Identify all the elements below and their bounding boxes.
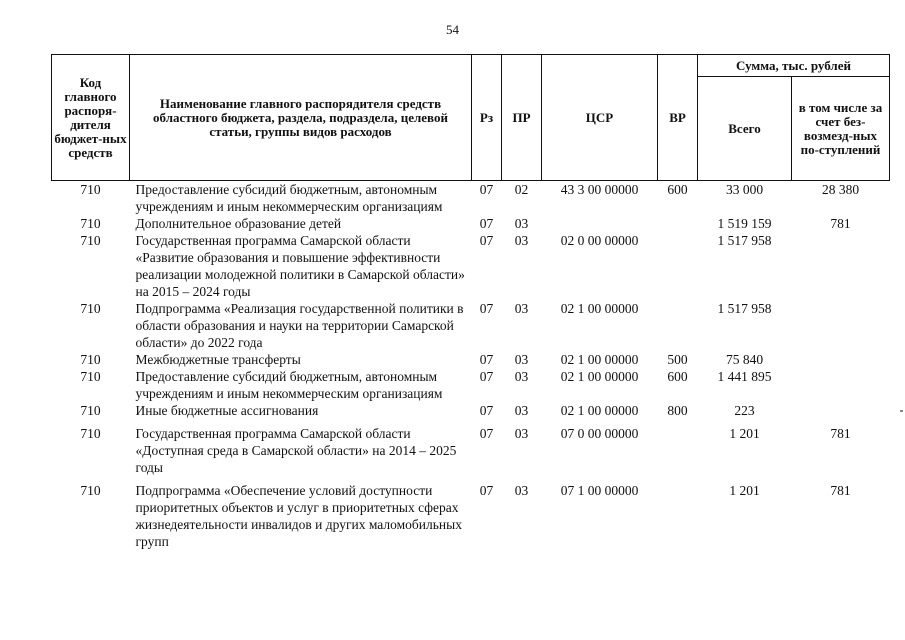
cell-csr: 43 3 00 00000 xyxy=(560,182,639,197)
cell-vsego: 1 517 958 xyxy=(717,301,772,316)
cell-pr: 03 xyxy=(514,216,529,231)
cell-vsego: 1 441 895 xyxy=(717,369,772,384)
cell-bezvozm xyxy=(792,368,890,402)
table-row xyxy=(52,215,890,232)
cell-csr: 07 1 00 00000 xyxy=(560,483,639,498)
cell-name: Подпрограмма «Реализация государственной политики в области образования и науки на территории Самарской области» до 2022 года xyxy=(135,301,464,350)
cell-csr: 02 0 00 00000 xyxy=(560,233,639,248)
cell-name: Межбюджетные трансферты xyxy=(135,352,301,367)
cell-kod: 710 xyxy=(80,352,101,367)
cell-kod: 710 xyxy=(80,301,101,316)
cell-pr: 03 xyxy=(514,301,529,316)
cell-pr: 03 xyxy=(514,352,529,367)
header-rz: Рз xyxy=(472,55,502,181)
cell-kod: 710 xyxy=(80,216,101,231)
cell-vsego: 33 000 xyxy=(725,182,764,197)
cell-csr xyxy=(542,215,658,232)
cell-pr: 03 xyxy=(514,426,529,441)
cell-name: Дополнительное образование детей xyxy=(135,216,342,231)
cell-name: Предоставление субсидий бюджетным, автономным учреждениям и иным некоммерческим организациям xyxy=(135,369,443,401)
table-row xyxy=(52,368,890,402)
cell-pr: 03 xyxy=(514,403,529,418)
header-vr: ВР xyxy=(658,55,698,181)
header-vsego: Всего xyxy=(698,77,792,181)
cell-bezvozm xyxy=(792,300,890,351)
header-csr: ЦСР xyxy=(542,55,658,181)
cell-csr: 07 0 00 00000 xyxy=(560,426,639,441)
cell-rz: 07 xyxy=(479,426,494,441)
cell-rz: 07 xyxy=(479,403,494,418)
cell-vsego: 1 201 xyxy=(729,483,760,498)
cell-vr xyxy=(658,476,698,550)
cell-vsego: 223 xyxy=(734,403,755,418)
header-summa: Сумма, тыс. рублей xyxy=(698,55,890,77)
table-body xyxy=(52,181,890,551)
cell-bezvozm xyxy=(792,232,890,300)
cell-vsego: 75 840 xyxy=(725,352,764,367)
cell-name: Предоставление субсидий бюджетным, автономным учреждениям и иным некоммерческим организациям xyxy=(135,182,443,214)
cell-name: Государственная программа Самарской области «Развитие образования и повышение эффективности реализации молодежной политики в Самарской области» на 2015 – 2024 годы xyxy=(135,233,465,299)
cell-rz: 07 xyxy=(479,182,494,197)
table-row xyxy=(52,419,890,476)
cell-bezvozm: 781 xyxy=(830,483,851,498)
cell-vr: 800 xyxy=(667,403,688,418)
cell-bezvozm: 28 380 xyxy=(821,182,860,197)
cell-vr: 500 xyxy=(667,352,688,367)
cell-vr xyxy=(658,300,698,351)
header-bezvozm: в том числе за счет без-возмезд-ных по-ступлений xyxy=(792,77,890,181)
cell-kod: 710 xyxy=(80,426,101,441)
cell-pr: 03 xyxy=(514,369,529,384)
cell-bezvozm: 781 xyxy=(830,426,851,441)
table-row xyxy=(52,351,890,368)
cell-pr: 02 xyxy=(514,182,529,197)
cell-vr xyxy=(658,232,698,300)
cell-vsego: 1 201 xyxy=(729,426,760,441)
table-row xyxy=(52,232,890,300)
header-pr: ПР xyxy=(502,55,542,181)
cell-kod: 710 xyxy=(80,483,101,498)
cell-vsego: 1 517 958 xyxy=(717,233,772,248)
cell-csr: 02 1 00 00000 xyxy=(560,352,639,367)
cell-bezvozm xyxy=(792,402,890,419)
cell-name: Подпрограмма «Обеспечение условий доступности приоритетных объектов и услуг в приоритетных сферах жизнедеятельности инвалидов и других маломобильных групп xyxy=(135,483,462,549)
cell-bezvozm: 781 xyxy=(830,216,851,231)
cell-rz: 07 xyxy=(479,233,494,248)
cell-kod: 710 xyxy=(80,403,101,418)
cell-vr xyxy=(658,215,698,232)
table-row xyxy=(52,300,890,351)
cell-pr: 03 xyxy=(514,483,529,498)
budget-table xyxy=(51,54,890,550)
cell-vsego: 1 519 159 xyxy=(717,216,772,231)
cell-rz: 07 xyxy=(479,352,494,367)
cell-kod: 710 xyxy=(80,182,101,197)
scan-mark xyxy=(900,410,903,412)
cell-vr: 600 xyxy=(667,369,688,384)
cell-name: Иные бюджетные ассигнования xyxy=(135,403,319,418)
cell-vr xyxy=(658,419,698,476)
cell-csr: 02 1 00 00000 xyxy=(560,301,639,316)
cell-rz: 07 xyxy=(479,483,494,498)
cell-kod: 710 xyxy=(80,233,101,248)
cell-rz: 07 xyxy=(479,216,494,231)
cell-pr: 03 xyxy=(514,233,529,248)
cell-kod: 710 xyxy=(80,369,101,384)
cell-vr: 600 xyxy=(667,182,688,197)
page-number: 54 xyxy=(446,22,459,37)
table-row xyxy=(52,402,890,419)
header-kod: Код главного распоря-дителя бюджет-ных средств xyxy=(52,55,130,181)
table-row xyxy=(52,476,890,550)
cell-rz: 07 xyxy=(479,369,494,384)
header-name: Наименование главного распорядителя средств областного бюджета, раздела, подраздела, целевой статьи, группы видов расходов xyxy=(130,55,472,181)
table-row xyxy=(52,181,890,216)
cell-csr: 02 1 00 00000 xyxy=(560,403,639,418)
cell-csr: 02 1 00 00000 xyxy=(560,369,639,384)
cell-name: Государственная программа Самарской области «Доступная среда в Самарской области» на 2014 – 2025 годы xyxy=(135,426,457,475)
cell-bezvozm xyxy=(792,351,890,368)
cell-rz: 07 xyxy=(479,301,494,316)
